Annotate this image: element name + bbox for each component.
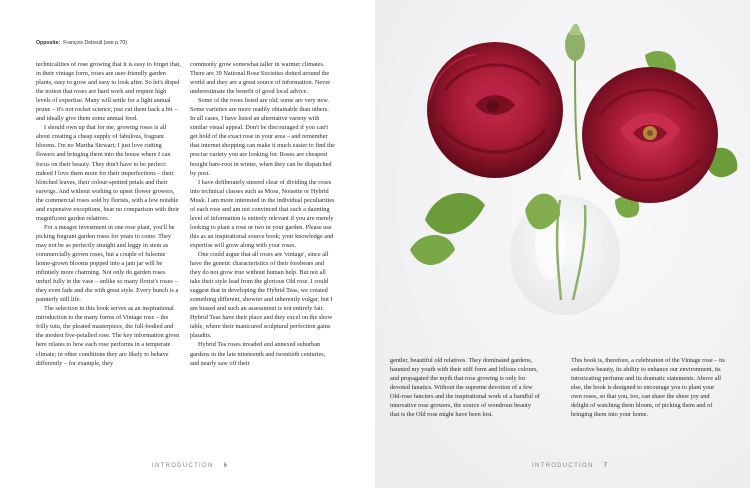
stem: [575, 60, 580, 180]
paragraph: gentler, beautiful old relatives. They dominated gardens, haunted my youth with their stiff form and bilious colours, and propagated the myth that rose growing is only for devoted fanatics. Without the supreme devotion of a few Old-rose fanciers and the inspirational work of a handful of innovative rose growers, the source of wondrous beauty that is the Old rose might have been lost.: [390, 357, 540, 419]
right-page: [375, 0, 750, 488]
folio-right: [532, 463, 607, 469]
paragraph: This book is, therefore, a celebration of the Vintage rose – its seductive beauty, its ability to enhance our environment, its intoxicating perfume and its dramatic statements. Above all else, the book is designed to encourage you to plant your own roses, so that you, too, can share the sheer joy and delight of watching them bloom, of picking them and of bringing them into your home.: [571, 357, 725, 419]
page-number: 7: [603, 463, 607, 469]
rose-left: [427, 42, 563, 178]
paragraph: The selection in this book serves as an inspirational introduction to the many forms of Vintage rose – the frilly tutu, the pleated masterpiece, the full-bodied and the modest five-petalled rose. The key information given here relates to how each rose performs in a temperate climate; in other conditions they are likely to behave differently – for example, they: [36, 305, 180, 367]
paragraph: One could argue that all roses are 'vintage', since all have the genetic characteristics of their forebears and they do not grow true without human help. But not all take their style lead from the glorious Old rose. I could suggest that in developing the Hybrid Teas, we created something different, showier and inherently vulgar, but I am biased and such an assessment is not entirely fair. Hybrid Teas have their place and they excel on the show table, where their manicured sculptural perfection gains plaudits.: [190, 250, 333, 340]
leaf: [425, 193, 485, 234]
paragraph: commonly grow somewhat taller in warmer climates. There are 39 National Rose Societies dotted around the world and they are a great source of information. Never underestimate the benefit of good local advice.: [190, 61, 331, 96]
text-column-2: [190, 60, 335, 368]
leaf: [410, 235, 455, 265]
caption-text: François Debeuil (see p.70): [63, 40, 127, 46]
paragraph: Hybrid Tea roses invaded and annexed suburban gardens in the late nineteenth and twentieth centuries, and nearly saw off their: [190, 341, 326, 367]
rose-right: [582, 67, 718, 203]
text-column-1: [36, 60, 181, 368]
paragraph: For a meagre investment in one rose plant, you'll be picking fragrant garden roses for years to come. They may not be as perfectly straight and leggy in stem as commercially grown roses, but a couple of fulsome home-grown blooms popped into a jam jar will be infinitely more charming. Not only do garden roses unfurl fully in the vase – unlike so many florist's roses – they even fade and die with great style. Every bunch is a painterly still life.: [36, 223, 179, 304]
paragraph: technicalities of rose growing that it is easy to forget that, in their vintage form, roses are user-friendly garden plants, easy to grow and easy to look after. So let's dispel the notion that roses are hard work and require high levels of expertise. Many will settle for a light annual prune – it's not rocket science, just cut them back a bit – and ideally give them some annual feed.: [36, 61, 181, 123]
photo-caption: [36, 40, 127, 46]
rose-photo: [375, 0, 750, 345]
page-number: 6: [223, 463, 227, 469]
paragraph: I should own up that for me, growing roses is all about creating a cheap supply of fabulous, fragrant blooms. I'm no Martha Stewart; I just love cutting flowers and bringing them into the house where I can focus on their beauty. They don't have to be perfect: indeed I love them more for their imperfections – their blotched leaves, their colour-spotted petals and their earwigs. And without wishing to upset flower growers, the commercial roses sold by florists, with a few notable and expensive exceptions, bear no comparison with their magnificent garden relatives.: [36, 124, 180, 222]
bud-tip: [569, 24, 581, 35]
paragraph: I have deliberately steered clear of dividing the roses into technical classes such as Moss, Noisette or Hybrid Musk. I am more interested in the individual peculiarities of each rose and am not convinced that such a daunting level of information is entirely relevant if you are merely looking to plant a rose or two in your garden. Please use this as an inspirational source book; your knowledge and expertise will grow along with your roses.: [190, 178, 335, 249]
caption-label: Opposite:: [36, 40, 61, 46]
folio-label: INTRODUCTION: [152, 463, 214, 469]
text-column-3: [390, 356, 540, 419]
paragraph: Some of the roses listed are old; some are very new. Some varieties are more readily obtainable than others. In all cases, I have listed an alternative variety with similar visual appeal. Don't be discouraged if you can't get hold of the exact rose in your area – and remember that internet shopping can make it much easier to find the precise variety you are looking for. Roses are cheapest bought bare-root in winter, when they can be dispatched by post.: [190, 97, 335, 177]
text-column-4: [571, 356, 726, 419]
folio-left: [152, 463, 227, 469]
folio-label: INTRODUCTION: [532, 463, 594, 469]
